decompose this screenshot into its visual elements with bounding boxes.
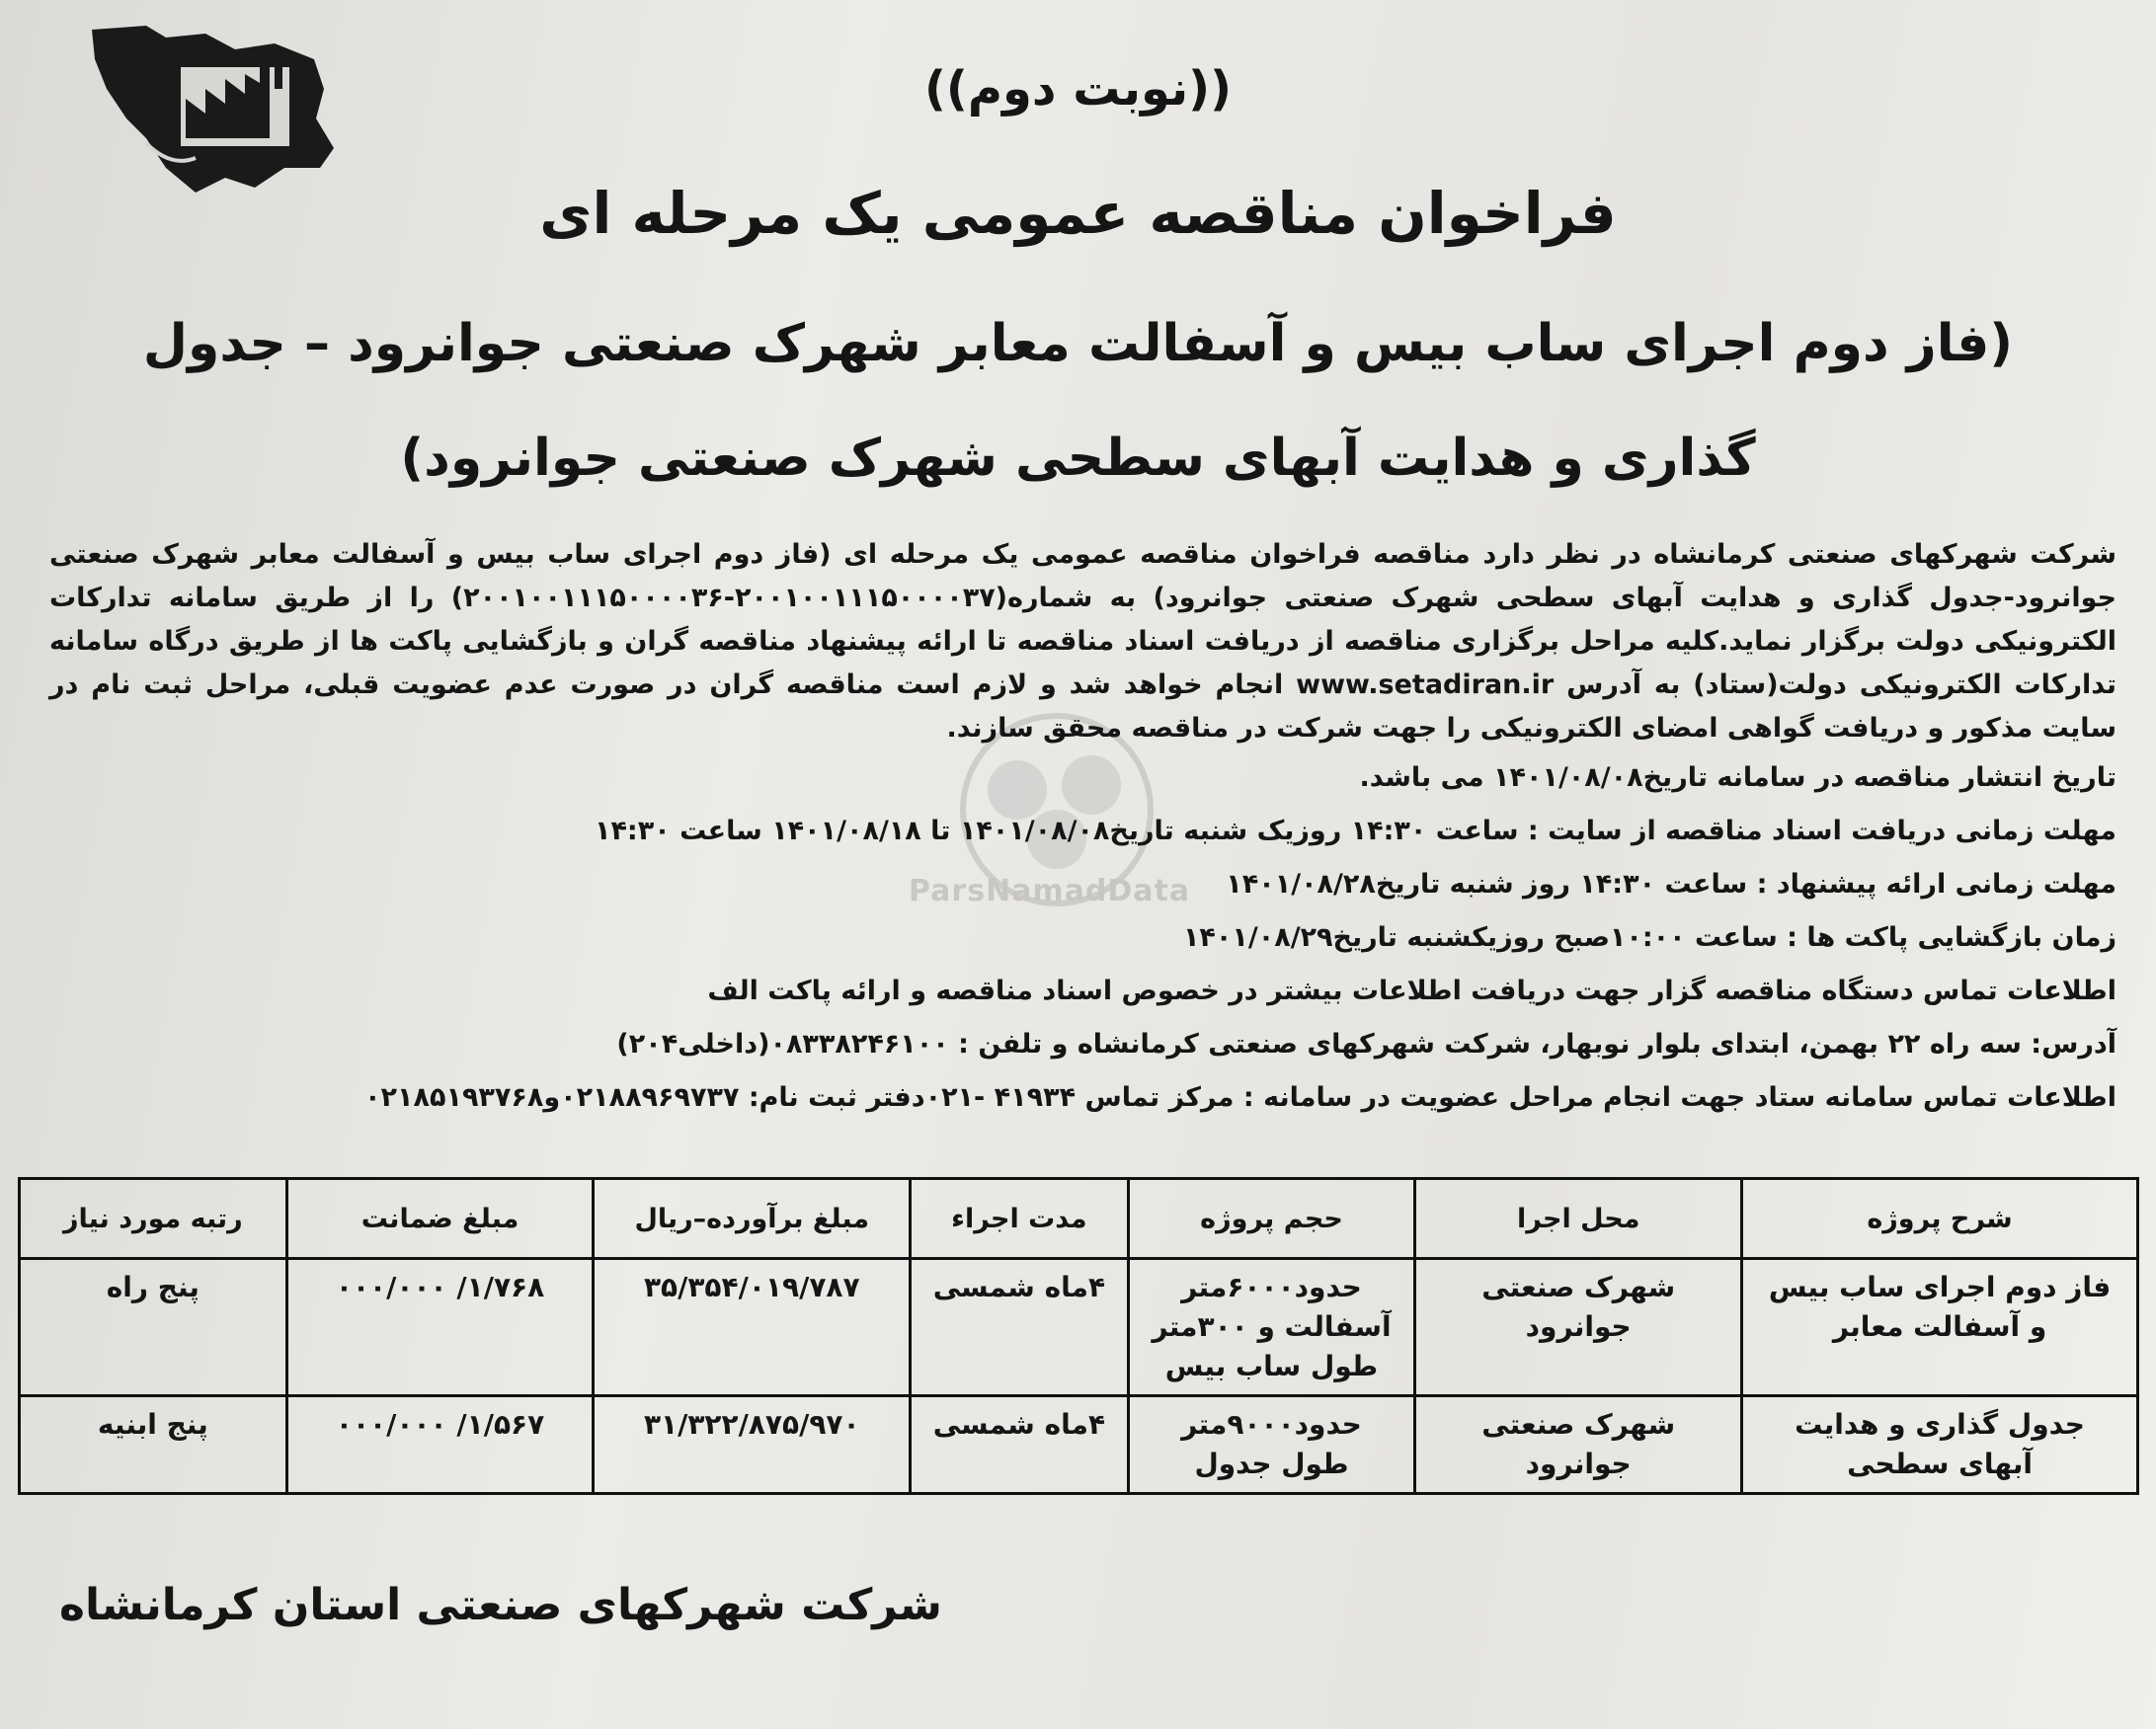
cell-duration: ۴ماه شمسی [911, 1259, 1129, 1396]
col-header-duration: مدت اجراء [911, 1179, 1129, 1259]
setadiran-link[interactable]: www.setadiran.ir [1296, 669, 1555, 700]
projects-table [18, 1177, 2139, 1495]
col-header-guarantee: مبلغ ضمانت [286, 1179, 594, 1259]
cell-duration: ۴ماه شمسی [911, 1396, 1129, 1494]
table-header-row [20, 1179, 2138, 1259]
notice-title: فراخوان مناقصه عمومی یک مرحله ای [539, 180, 1617, 247]
cell-rank: پنج راه [20, 1259, 287, 1396]
table-row [20, 1396, 2138, 1494]
cell-estimate: ۳۱/۳۲۲/۸۷۵/۹۷۰ [594, 1396, 911, 1494]
table-row [20, 1259, 2138, 1396]
contact-info-heading: اطلاعات تماس دستگاه مناقصه گزار جهت دریافت اطلاعات بیشتر در خصوص اسناد مناقصه و ارائه پاکت الف [707, 976, 2116, 1006]
cell-estimate: ۳۵/۳۵۴/۰۱۹/۷۸۷ [594, 1259, 911, 1396]
doc-deadline: مهلت زمانی دریافت اسناد مناقصه از سایت : ساعت ۱۴:۳۰ روزیک شنبه تاریخ۱۴۰۱/۰۸/۰۸ تا ۱۴۰۱/۰۸/۱۸ ساعت ۱۴:۳۰ [594, 816, 2116, 846]
notice-subtitle: (فاز دوم اجرای ساب بیس و آسفالت معابر شهرک صنعتی جوانرود – جدول گذاری و هدایت آبهای سطحی شهرک صنعتی جوانرود) [142, 314, 2014, 488]
cell-guarantee: ۱/۷۶۸/ ۰۰۰/۰۰۰ [286, 1259, 594, 1396]
description-end: انجام خواهد شد و لازم است مناقصه گران در صورت عدم عضویت قبلی، مراحل ثبت نام در سایت مذکور و دریافت گواهی امضای الکترونیکی را جهت شرکت در مناقصه محقق سازند. [49, 669, 2116, 744]
publish-date: تاریخ انتشار مناقصه در سامانه تاریخ۱۴۰۱/۰۸/۰۸ می باشد. [1359, 762, 2116, 793]
cell-location: شهرک صنعتی جوانرود [1415, 1259, 1742, 1396]
description-main: شرکت شهرکهای صنعتی کرمانشاه در نظر دارد مناقصه فراخوان مناقصه عمومی یک مرحله ای (فاز دوم اجرای ساب بیس و آسفالت معابر شهرک صنعتی جوانرود-جدول گذاری و هدایت آبهای سطحی شهرک صنعتی جوانرود) به شماره(۲۰۰۱۰۰۱۱۱۵۰۰۰۰۳۷-۲۰۰۱۰۰۱۱۱۵۰۰۰۰۳۶) را از طریق سامانه تدارکات الکترونیکی دولت برگزار نماید.کلیه مراحل برگزاری مناقصه از دریافت اسناد مناقصه تا ارائه پیشنهاد مناقصه گران و بازگشایی پاکت ها از طریق درگاه سامانه تدارکات الکترونیکی دولت(ستاد) به آدرس [49, 539, 2117, 700]
watermark-text: ParsNamadData [909, 874, 1191, 908]
round-label: ((نوبت دوم)) [923, 61, 1233, 117]
cell-volume: حدود۶۰۰۰متر آسفالت و ۳۰۰متر طول ساب بیس [1128, 1259, 1415, 1396]
cell-guarantee: ۱/۵۶۷/ ۰۰۰/۰۰۰ [286, 1396, 594, 1494]
col-header-estimate: مبلغ برآورده–ریال [594, 1179, 911, 1259]
footer-organization: شرکت شهرکهای صنعتی استان کرمانشاه [59, 1580, 942, 1630]
address-phone: آدرس: سه راه ۲۲ بهمن، ابتدای بلوار نوبهار، شرکت شهرکهای صنعتی کرمانشاه و تلفن : ۰۸۳۳۸۲۴۶۱۰۰(داخلی۲۰۴) [616, 1029, 2116, 1060]
setad-contact: اطلاعات تماس سامانه ستاد جهت انجام مراحل عضویت در سامانه : مرکز تماس ۴۱۹۳۴ -۰۲۱دفتر ثبت نام: ۰۲۱۸۸۹۶۹۷۳۷و۰۲۱۸۵۱۹۳۷۶۸ [364, 1082, 2116, 1113]
cell-description: جدول گذاری و هدایت آبهای سطحی [1742, 1396, 2138, 1494]
col-header-rank: رتبه مورد نیاز [20, 1179, 287, 1259]
proposal-deadline: مهلت زمانی ارائه پیشنهاد : ساعت ۱۴:۳۰ روز شنبه تاریخ۱۴۰۱/۰۸/۲۸ [1226, 869, 2116, 900]
col-header-volume: حجم پروژه [1128, 1179, 1415, 1259]
cell-volume: حدود۹۰۰۰متر طول جدول [1128, 1396, 1415, 1494]
cell-rank: پنج ابنیه [20, 1396, 287, 1494]
col-header-location: محل اجرا [1415, 1179, 1742, 1259]
col-header-description: شرح پروژه [1742, 1179, 2138, 1259]
cell-description: فاز دوم اجرای ساب بیس و آسفالت معابر [1742, 1259, 2138, 1396]
tender-description [49, 533, 2116, 750]
opening-time: زمان بازگشایی پاکت ها : ساعت ۱۰:۰۰صبح روزیکشنبه تاریخ۱۴۰۱/۰۸/۲۹ [1182, 922, 2116, 953]
cell-location: شهرک صنعتی جوانرود [1415, 1396, 1742, 1494]
